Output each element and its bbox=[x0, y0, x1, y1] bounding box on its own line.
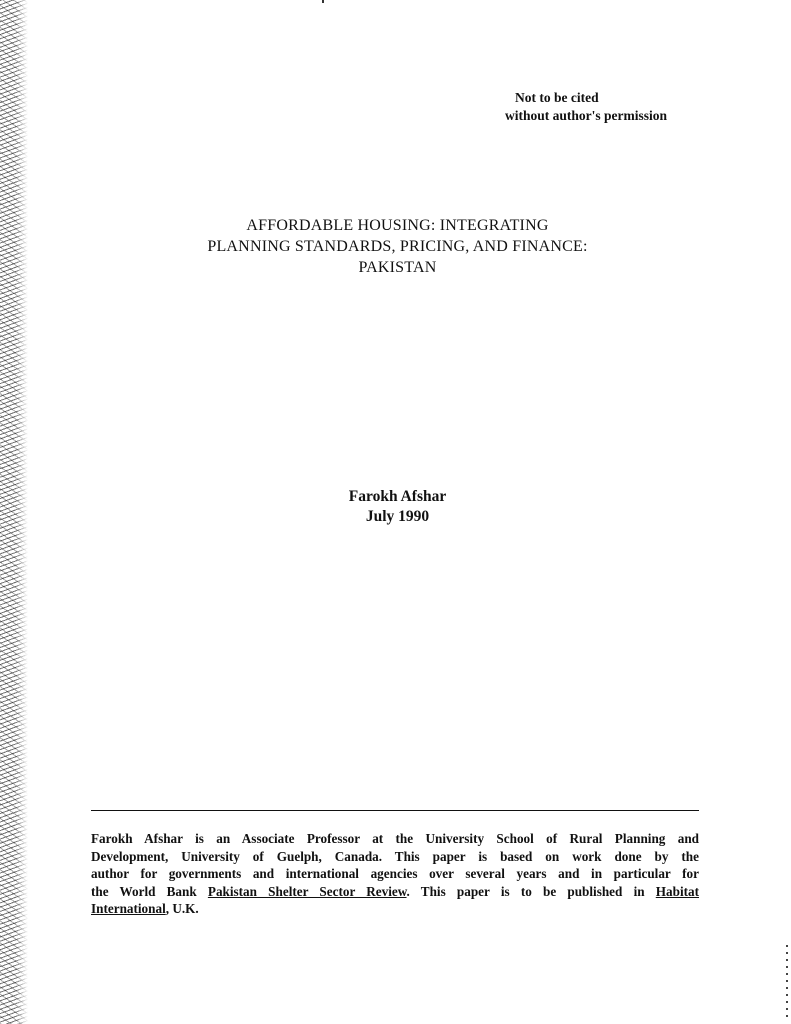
footnote-text: , U.K. bbox=[165, 901, 199, 916]
publication-date: July 1990 bbox=[365, 508, 430, 525]
author-name: Farokh Afshar bbox=[348, 488, 447, 505]
binding-edge-texture bbox=[0, 0, 28, 1024]
footnote-line-3: author for governments and international agencies over several years and in particular for bbox=[91, 866, 699, 881]
title-line-3: PAKISTAN bbox=[358, 259, 437, 276]
report-title: Pakistan Shelter Sector Review bbox=[207, 883, 407, 899]
citation-note-line-1: Not to be cited bbox=[515, 90, 599, 105]
author-footnote bbox=[91, 830, 699, 918]
scan-edge-marks bbox=[786, 945, 788, 1020]
journal-title: Habitat bbox=[655, 883, 699, 899]
footnote-line-1: Farokh Afshar is an Associate Professor at the University School of Rural Planning and bbox=[91, 831, 699, 846]
scan-mark bbox=[322, 0, 324, 3]
footnote-divider bbox=[91, 810, 699, 811]
title-line-2: PLANNING STANDARDS, PRICING, AND FINANCE: bbox=[207, 238, 588, 255]
footnote-line-2: Development, University of Guelph, Canada. This paper is based on work done by the bbox=[91, 848, 699, 864]
citation-note bbox=[505, 89, 715, 125]
document-title bbox=[100, 215, 695, 278]
footnote-text: . This paper is to be published in bbox=[406, 883, 656, 899]
citation-note-line-2: without author's permission bbox=[505, 108, 668, 123]
author-block bbox=[200, 487, 595, 527]
footnote-line-4 bbox=[91, 883, 699, 901]
footnote-line-5 bbox=[91, 900, 699, 918]
journal-title: International bbox=[91, 901, 166, 916]
footnote-text: the World Bank bbox=[91, 883, 208, 899]
title-line-1: AFFORDABLE HOUSING: INTEGRATING bbox=[246, 217, 549, 234]
